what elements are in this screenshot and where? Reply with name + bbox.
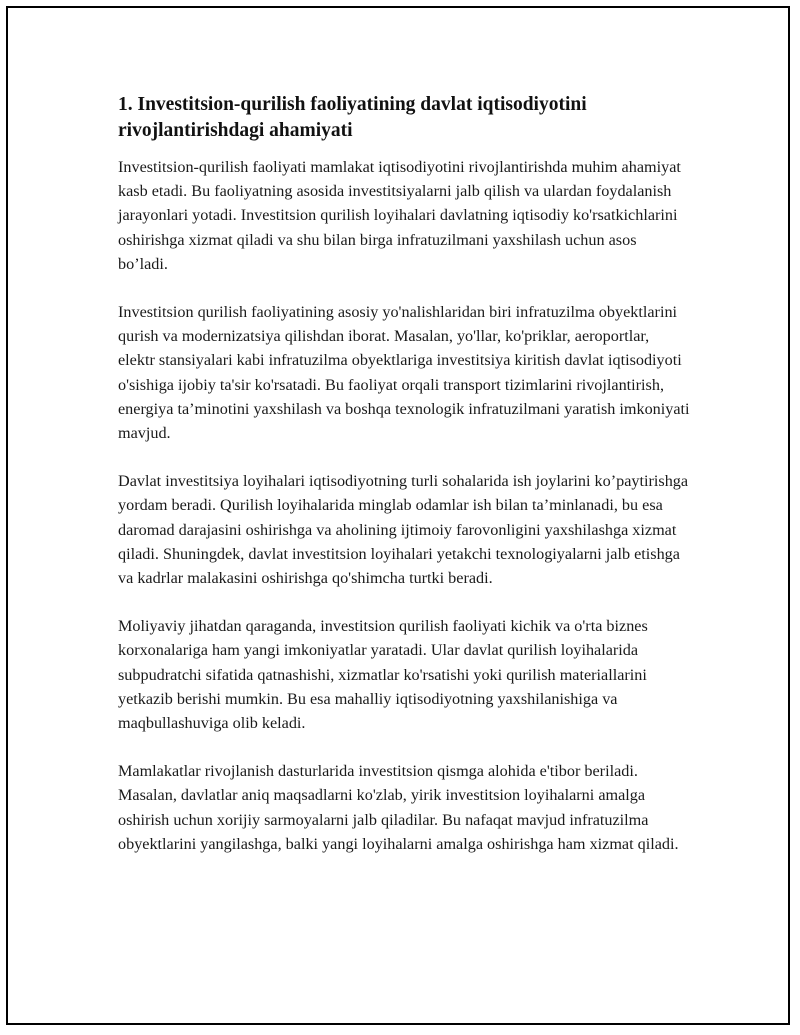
paragraph-3: Davlat investitsiya loyihalari iqtisodiyotning turli sohalarida ish joylarini ko’paytirishga yordam beradi. Qurilish loyihalarida minglab odamlar ish bilan ta’minlanadi, bu esa daromad darajasini oshirishga va aholining ijtimoiy farovonligini yaxshilashga xizmat qiladi. Shuningdek, davlat investitsion loyihalari yetakchi texnologiyalarni jalb etishga va kadrlar malakasini oshirishga qo'shimcha turtki beradi. (118, 472, 689, 588)
document-body (118, 92, 690, 880)
paragraph-2: Investitsion qurilish faoliyatining asosiy yo'nalishlaridan biri infratuzilma obyektlarini qurish va modernizatsiya qilishdan iborat. Masalan, yo'llar, ko'priklar, aeroportlar, elektr stansiyalari kabi infratuzilma obyektlariga investitsiya kiritish davlat iqtisodiyoti o'sishiga ijobiy ta'sir ko'rsatadi. Bu faoliyat orqali transport tizimlarini rivojlantirish, energiya ta’minotini yaxshilash va boshqa texnologik infratuzilmani yaratish imkoniyati mavjud. (118, 303, 690, 443)
paragraph-1: Investitsion-qurilish faoliyati mamlakat iqtisodiyotini rivojlantirishda muhim ahamiyat kasb etadi. Bu faoliyatning asosida investitsiyalarni jalb qilish va ulardan foydalanish jarayonlari yotadi. Investitsion qurilish loyihalari davlatning iqtisodiy ko'rsatkichlarini oshirishga xizmat qiladi va shu bilan birga infratuzilmani yaxshilash uchun asos bo’ladi. (118, 158, 681, 273)
paragraph-4: Moliyaviy jihatdan qaraganda, investitsion qurilish faoliyati kichik va o'rta biznes korxonalariga ham yangi imkoniyatlar yaratadi. Ular davlat qurilish loyihalarida subpudratchi sifatida qatnashishi, xizmatlar ko'rsatishi yoki qurilish materiallarini yetkazib berishi mumkin. Bu esa mahalliy iqtisodiyotning yaxshilanishiga va maqbullashuviga olib keladi. (118, 617, 648, 733)
section-heading: 1. Investitsion-qurilish faoliyatining davlat iqtisodiyotini rivojlantirishdagi ahamiyati (118, 94, 587, 141)
paragraph-5: Mamlakatlar rivojlanish dasturlarida investitsion qismga alohida e'tibor beriladi. Masalan, davlatlar aniq maqsadlarni ko'zlab, yirik investitsion loyihalarni amalga oshirish uchun xorijiy sarmoyalarni jalb qiladilar. Bu nafaqat mavjud infratuzilma obyektlarini yangilashga, balki yangi loyihalarni amalga oshirishga ham xizmat qiladi. (118, 762, 679, 853)
